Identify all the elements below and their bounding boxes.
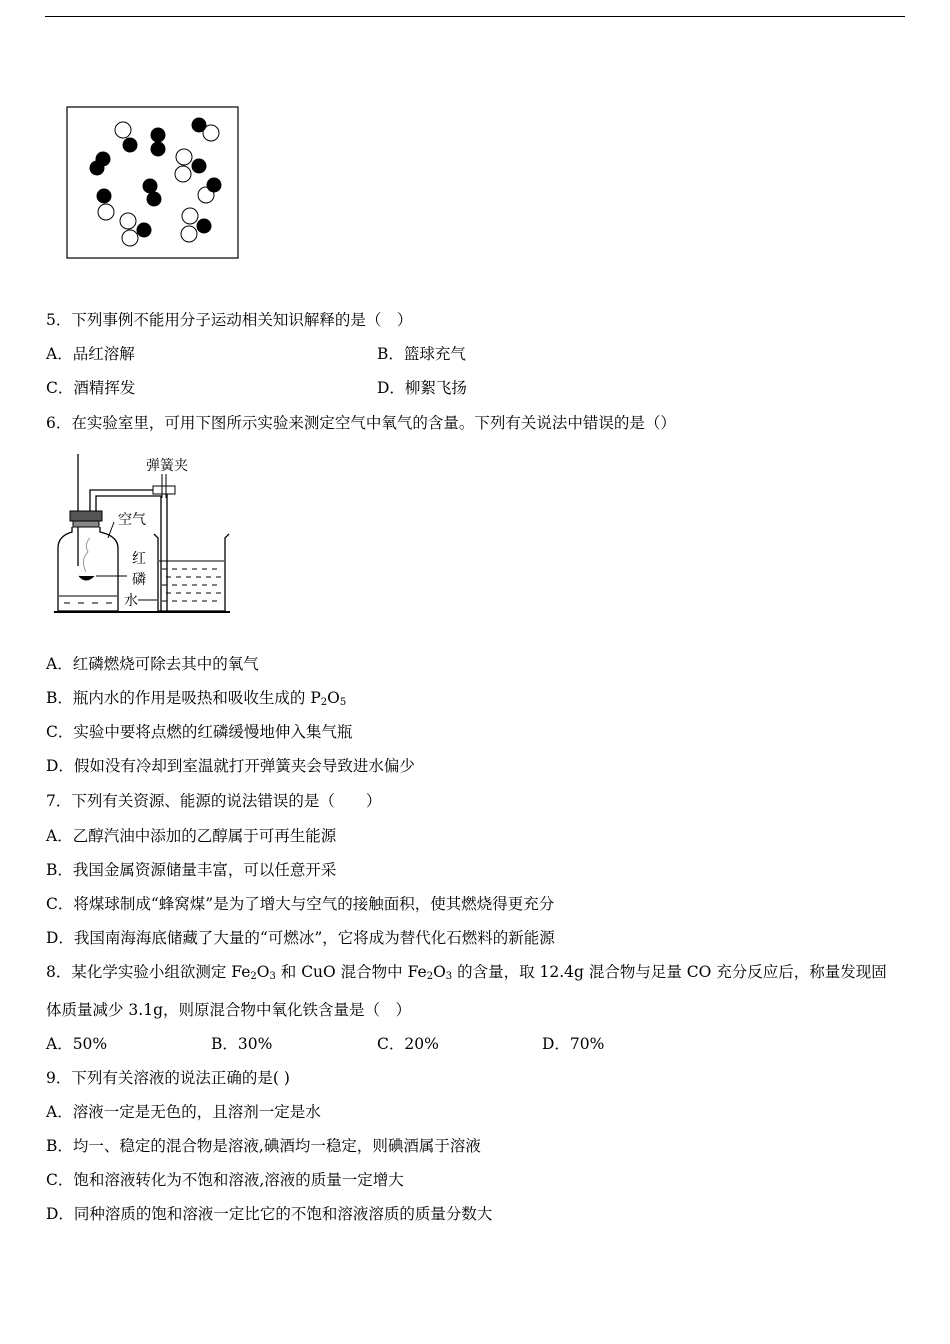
question-9-stem: 9．下列有关溶液的说法正确的是( ) xyxy=(46,1069,290,1087)
hollow-atom xyxy=(176,149,192,165)
filled-atom xyxy=(137,223,152,238)
filled-atom xyxy=(123,138,138,153)
question-8-option-a: A．50% xyxy=(46,1035,108,1053)
question-6-option-d: D．假如没有冷却到室温就打开弹簧夹会导致进水偏少 xyxy=(46,757,415,775)
beaker xyxy=(154,534,229,611)
hollow-atom xyxy=(122,230,138,246)
question-9-option-a: A．溶液一定是无色的，且溶剂一定是水 xyxy=(46,1103,321,1121)
filled-atom xyxy=(97,189,112,204)
stopper-neck xyxy=(73,521,99,527)
air-label: 空气 xyxy=(118,512,146,528)
question-8-option-d: D．70% xyxy=(542,1035,605,1053)
filled-atom xyxy=(192,159,207,174)
question-7-stem: 7．下列有关资源、能源的说法错误的是（ ） xyxy=(46,792,382,810)
question-8-option-c: C．20% xyxy=(377,1035,439,1053)
question-6-option-b: B．瓶内水的作用是吸热和吸收生成的 $P_2O_5$ xyxy=(46,689,347,708)
question-5-option-d: D．柳絮飞扬 xyxy=(377,379,467,397)
question-6-stem: 6．在实验室里，可用下图所示实验来测定空气中氧气的含量。下列有关说法中错误的是（） xyxy=(46,414,676,432)
spring-clamp xyxy=(153,486,175,494)
phosphorus-label-2: 磷 xyxy=(132,572,146,588)
header-rule xyxy=(45,16,905,17)
question-5-option-c: C．酒精挥发 xyxy=(46,379,136,397)
question-7-option-b: B．我国金属资源储量丰富，可以任意开采 xyxy=(46,861,337,879)
question-8-stem-line-2: 体质量减少 3.1g，则原混合物中氧化铁含量是（ ） xyxy=(46,1001,412,1019)
clamp-label: 弹簧夹 xyxy=(146,458,188,474)
question-9-option-c: C．饱和溶液转化为不饱和溶液,溶液的质量一定增大 xyxy=(46,1171,404,1189)
question-7-option-d: D．我国南海海底储藏了大量的“可燃冰”，它将成为替代化石燃料的新能源 xyxy=(46,929,555,947)
filled-atom xyxy=(197,219,212,234)
water-label: 水 xyxy=(124,593,138,609)
question-6-option-a: A．红磷燃烧可除去其中的氧气 xyxy=(46,655,259,673)
filled-atom xyxy=(147,192,162,207)
hollow-atom xyxy=(181,226,197,242)
hollow-atom xyxy=(182,208,198,224)
question-9-option-b: B．均一、稳定的混合物是溶液,碘酒均一稳定，则碘酒属于溶液 xyxy=(46,1137,481,1155)
smoke-icon xyxy=(83,538,90,572)
filled-atom xyxy=(90,161,105,176)
question-5-stem: 5．下列事例不能用分子运动相关知识解释的是（ ） xyxy=(46,311,413,329)
filled-atom xyxy=(143,179,158,194)
hollow-atom xyxy=(120,213,136,229)
filled-atom xyxy=(207,178,222,193)
molecule-diagram xyxy=(60,100,250,265)
question-7-option-a: A．乙醇汽油中添加的乙醇属于可再生能源 xyxy=(46,827,337,845)
filled-atom xyxy=(192,118,207,133)
question-7-option-c: C．将煤球制成“蜂窝煤”是为了增大与空气的接触面积，使其燃烧得更充分 xyxy=(46,895,555,913)
question-5-option-a: A．品红溶解 xyxy=(46,345,135,363)
phosphorus-label-1: 红 xyxy=(132,551,146,567)
question-8-option-b: B．30% xyxy=(211,1035,273,1053)
question-8-stem-line-1: 8．某化学实验小组欲测定 $Fe_2O_3$ 和 CuO 混合物中 $Fe_2O_3$ 的含量，取 12.4g 混合物与足量 CO 充分反应后，称量发现固 xyxy=(46,963,887,982)
question-5-option-b: B．篮球充气 xyxy=(377,345,466,363)
filled-atom xyxy=(151,142,166,157)
hollow-atom xyxy=(175,166,191,182)
filled-atom xyxy=(151,128,166,143)
stopper xyxy=(70,511,102,521)
beaker-water-marks xyxy=(162,569,221,601)
combustion-spoon xyxy=(79,576,94,580)
oxygen-apparatus-diagram xyxy=(50,448,240,618)
question-9-option-d: D．同种溶质的饱和溶液一定比它的不饱和溶液溶质的质量分数大 xyxy=(46,1205,493,1223)
hollow-atom xyxy=(115,122,131,138)
hollow-atom xyxy=(98,204,114,220)
question-6-option-c: C．实验中要将点燃的红磷缓慢地伸入集气瓶 xyxy=(46,723,353,741)
